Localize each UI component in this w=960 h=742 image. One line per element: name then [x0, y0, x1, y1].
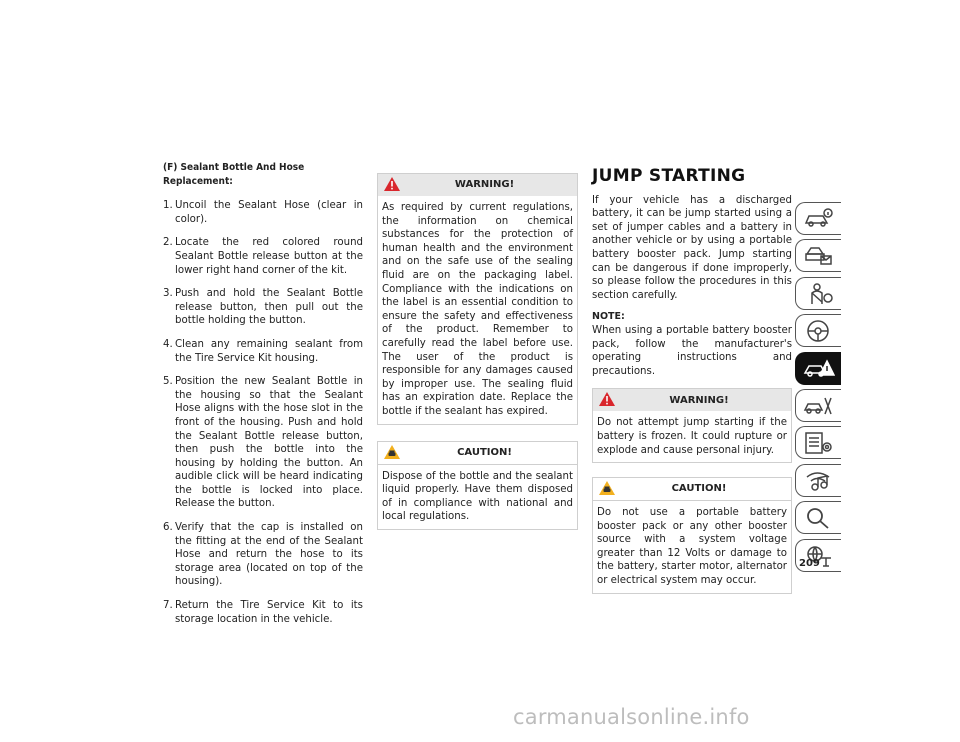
left-column — [163, 161, 363, 636]
list-item: 6. Verify that the cap is installed on the fitting at the end of the Sealant Hose and return the hose to its storage area (located on top of the housing). — [163, 522, 363, 588]
warning-box — [377, 173, 578, 425]
index-search-icon — [803, 506, 835, 530]
tab-index[interactable] — [795, 501, 841, 534]
tab-seatbelt-safety[interactable] — [795, 277, 841, 310]
service-wrench-icon — [803, 394, 835, 418]
list-item: 5. Position the new Sealant Bottle in the housing so that the Sealant Hose aligns with the hose slot in the front of the housing. Push and hold the Sealant Bottle release button, then push the bottle into the housing by holding the button. An audible click will be heard indicating the bottle is locked into place. Release the button. — [163, 376, 363, 510]
caution-title: CAUTION! — [457, 446, 512, 458]
subheading: (F) Sealant Bottle And Hose Replacement: — [163, 162, 305, 187]
list-item: 2. Locate the red colored round Sealant Bottle release button at the lower right hand corner of the kit. — [163, 237, 363, 276]
list-item: 1. Uncoil the Sealant Hose (clear in color). — [163, 200, 363, 225]
step-list — [163, 199, 363, 626]
caution-header — [593, 478, 791, 501]
page-number: 209 — [799, 558, 820, 569]
caution-title: CAUTION! — [671, 483, 727, 495]
list-item: 3. Push and hold the Sealant Bottle release button, then pull out the bottle holding the button. — [163, 288, 363, 327]
tab-multimedia[interactable] — [795, 464, 841, 497]
tab-car-info[interactable] — [795, 202, 841, 235]
chapter-tabs — [795, 202, 841, 576]
caution-car-icon — [599, 481, 615, 500]
middle-column — [377, 173, 578, 544]
section-title: JUMP STARTING — [592, 166, 746, 186]
car-controls-icon — [803, 244, 835, 268]
steering-wheel-icon — [803, 319, 835, 343]
roadside-emergency-icon — [803, 357, 835, 381]
tab-car-controls[interactable] — [795, 239, 841, 272]
caution-text: Do not use a portable battery booster pack or any other booster source with a system voltage greater than 12 Volts or damage to the battery, starter motor, alternator or electrical system may occur. — [597, 507, 787, 587]
warning-header — [593, 389, 791, 411]
list-item: 7. Return the Tire Service Kit to its storage location in the vehicle. — [163, 600, 363, 625]
note-label: NOTE: — [592, 311, 625, 323]
warning-triangle-icon — [384, 177, 400, 196]
seatbelt-safety-icon — [803, 282, 835, 306]
watermark: carmanualsonline.info — [513, 705, 750, 729]
list-item: 4. Clean any remaining sealant from the Tire Service Kit housing. — [163, 338, 363, 364]
warning-title: WARNING! — [669, 394, 729, 406]
caution-box — [377, 441, 578, 530]
warning-text: As required by current regulations, the information on chemical substances for the protection of human health and the environment and on the safe use of the sealing fluid are on the packaging label. Compliance with the indications on the label is an essential condition to ensure the safety and effectiveness of the product. Remember to carefully read the label before use. The user of the product is responsible for any damages caused by improper use. The sealing fluid has an expiration date. Replace the bottle if the sealant has expired. — [382, 202, 573, 417]
warning-title: WARNING! — [454, 179, 515, 191]
caution-box — [592, 477, 792, 594]
caution-car-icon — [384, 445, 400, 464]
note-text: When using a portable battery booster pack, follow the manufacturer's operating instructions and precautions. — [592, 324, 792, 377]
caution-text: Dispose of the bottle and the sealant liquid properly. Have them disposed of in compliance with national and local regulations. — [382, 470, 573, 523]
tab-roadside-emergency[interactable] — [795, 352, 841, 385]
caution-header — [378, 442, 577, 465]
warning-text: Do not attempt jump starting if the battery is frozen. It could rupture or explode and cause personal injury. — [597, 417, 787, 456]
car-info-icon — [803, 207, 835, 231]
warning-triangle-icon — [599, 392, 615, 411]
tab-steering-wheel[interactable] — [795, 314, 841, 347]
multimedia-icon — [803, 469, 835, 493]
intro-paragraph: If your vehicle has a discharged battery, it can be jump started using a set of jumper cables and a battery in another vehicle or by using a portable battery booster pack. Jump starting can be dangerous if done improperly, so please follow the procedures in this section carefully. — [592, 194, 792, 301]
specifications-icon — [803, 431, 835, 455]
warning-box — [592, 388, 792, 463]
tab-specifications[interactable] — [795, 426, 841, 459]
warning-header — [378, 174, 577, 196]
right-column — [592, 166, 792, 608]
tab-service[interactable] — [795, 389, 841, 422]
